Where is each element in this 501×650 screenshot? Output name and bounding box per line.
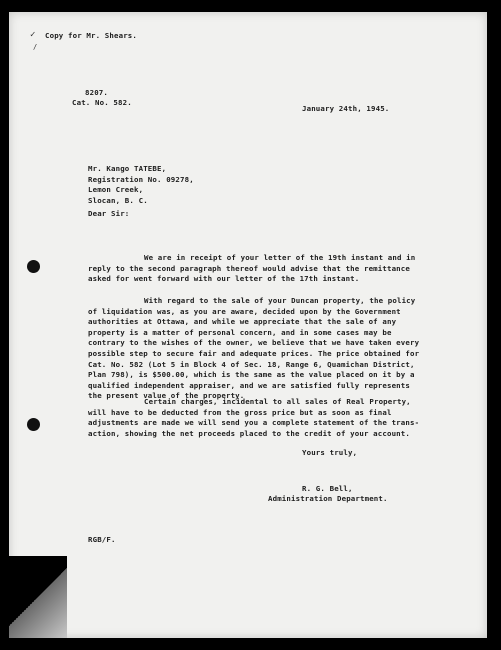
letter-date: January 24th, 1945. xyxy=(302,104,390,113)
paragraph-2-line: qualified independent appraiser, and we are satisfied fully represents xyxy=(88,380,410,390)
paragraph-3-line: will have to be deducted from the gross price but as soon as final xyxy=(88,407,392,417)
paragraph-1-line: asked for went forward with our letter of the 17th instant. xyxy=(88,274,360,284)
recipient-registration: Registration No. 09278, xyxy=(88,174,194,184)
punch-hole-icon xyxy=(27,418,40,431)
paragraph-2-line: property is a matter of personal concern, and in some cases may be xyxy=(88,327,392,337)
handwritten-mark: / xyxy=(33,43,38,51)
recipient-name: Mr. Kango TATEBE, xyxy=(88,164,167,173)
copy-note: Copy for Mr. Shears. xyxy=(45,31,137,40)
paragraph-2-line: authorities at Ottawa, and while we appreciate that the sale of any xyxy=(88,317,397,327)
paragraph-3-line: adjustments are made we will send you a complete statement of the trans- xyxy=(88,418,420,428)
closing: Yours truly, xyxy=(302,448,358,457)
signatory-name: R. G. Bell, xyxy=(302,484,353,493)
salutation: Dear Sir: xyxy=(88,209,130,218)
paragraph-2-line: contrary to the wishes of the owner, we believe that we have taken every xyxy=(88,338,420,348)
paragraph-1-line: reply to the second paragraph thereof would advise that the remittance xyxy=(88,263,410,273)
paragraph-1-line: We are in receipt of your letter of the 19th instant and in xyxy=(144,253,416,262)
recipient-town: Slocan, B. C. xyxy=(88,195,148,205)
recipient-address xyxy=(88,164,194,206)
paragraph-3-line: Certain charges, incidental to all sales of Real Property, xyxy=(144,397,411,406)
paragraph-3 xyxy=(88,397,419,439)
paragraph-1 xyxy=(88,253,415,285)
paragraph-2-line: With regard to the sale of your Duncan property, the policy xyxy=(144,296,416,305)
file-number: 8207. xyxy=(85,88,108,97)
paragraph-2-line: Cat. No. 582 (Lot 5 in Block 4 of Sec. 18, Range 6, Quamichan District, xyxy=(88,359,415,369)
paragraph-2-line: possible step to secure fair and adequate prices. The price obtained for xyxy=(88,348,420,358)
paragraph-2-line: of liquidation was, as you are aware, decided upon by the Government xyxy=(88,306,401,316)
signatory-department: Administration Department. xyxy=(268,494,388,503)
paragraph-2-line: Plan 798), is $500.00, which is the same as the value placed on it by a xyxy=(88,370,415,380)
catalogue-number: Cat. No. 582. xyxy=(72,98,132,107)
page-folded-corner xyxy=(9,556,67,638)
handwritten-check-mark: ✓ xyxy=(30,30,36,40)
typist-initials: RGB/F. xyxy=(88,535,116,544)
paragraph-2-line: the present value of the property. xyxy=(88,391,245,401)
paragraph-3-line: action, showing the net proceeds placed to the credit of your account. xyxy=(88,428,410,438)
punch-hole-icon xyxy=(27,260,40,273)
paragraph-2 xyxy=(88,296,419,402)
recipient-locality: Lemon Creek, xyxy=(88,185,144,195)
